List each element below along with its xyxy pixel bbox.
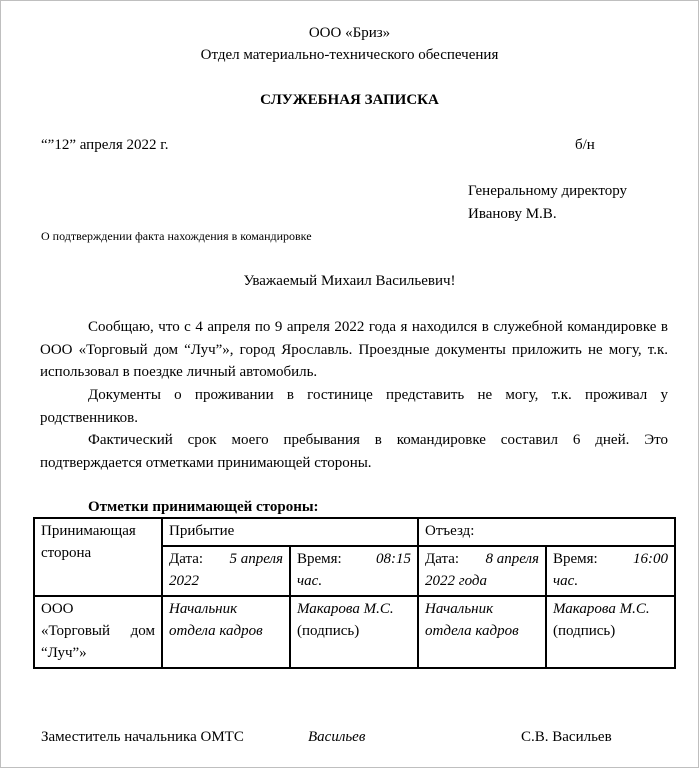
- table-row: [34, 596, 675, 668]
- greeting: Уважаемый Михаил Васильевич!: [243, 273, 456, 289]
- organization-name: ООО «Бриз»: [308, 25, 391, 41]
- departure-time-cell: [546, 546, 675, 596]
- document-date: “”12” апреля 2022 г.: [41, 137, 169, 153]
- addressee-title: Генеральному директору: [468, 183, 628, 199]
- departure-signer-name: Макарова М.С.: [553, 601, 650, 617]
- host-party-header: Принимающая сторона: [34, 518, 162, 596]
- arrival-time-unit: час.: [297, 573, 323, 589]
- signer-signature: Васильев: [308, 729, 366, 745]
- arrival-sign-note: (подпись): [297, 623, 360, 639]
- departure-time-value: 16:00: [633, 551, 669, 567]
- host-party-line-2a: «Торговый: [41, 623, 111, 639]
- addressee-name: Иванову М.В.: [468, 206, 557, 222]
- arrival-signer-position: Начальник отдела кадров: [162, 596, 290, 668]
- departure-time-label: Время:: [553, 551, 598, 567]
- departure-date-year: 2022 года: [425, 573, 487, 589]
- host-party-line-2b: дом: [130, 623, 155, 639]
- marks-heading: Отметки принимающей стороны:: [88, 499, 319, 515]
- departure-date-value: 8 апреля: [485, 551, 539, 567]
- departure-date-cell: [418, 546, 546, 596]
- arrival-date-year: 2022: [169, 573, 199, 589]
- document-subject: О подтверждении факта нахождения в командировке: [41, 229, 312, 243]
- arrival-time-value: 08:15: [376, 551, 411, 567]
- body-paragraph-3: Фактический срок моего пребывания в командировке составил 6 дней. Это подтверждается отметками принимающей стороны.: [40, 432, 668, 471]
- departure-date-label: Дата:: [425, 551, 460, 567]
- arrival-signature-cell: [290, 596, 418, 668]
- host-party-line-3: “Луч”»: [41, 645, 87, 661]
- arrival-signer-name: Макарова М.С.: [297, 601, 394, 617]
- departure-signature-cell: [546, 596, 675, 668]
- signer-name: С.В. Васильев: [521, 729, 612, 745]
- arrival-header: Прибытие: [162, 518, 418, 546]
- table-row: [34, 518, 675, 546]
- arrival-time-label: Время:: [297, 551, 342, 567]
- arrival-date-cell: [162, 546, 290, 596]
- host-party-line-1: ООО: [41, 601, 74, 617]
- host-marks-table: [33, 517, 676, 669]
- arrival-date-value: 5 апреля: [229, 551, 283, 567]
- arrival-date-label: Дата:: [169, 551, 204, 567]
- body-paragraph-1: Сообщаю, что с 4 апреля по 9 апреля 2022 года я находился в служебной командировке в ООО «Торговый дом “Луч”», город Ярославль. Проездные документы приложить не могу, т.к. использовал в поездке личный автомобиль.: [40, 319, 668, 380]
- departure-time-unit: час.: [553, 573, 579, 589]
- department-name: Отдел материально-технического обеспечения: [200, 47, 499, 63]
- signer-position: Заместитель начальника ОМТС: [41, 729, 244, 745]
- document-number: б/н: [575, 137, 595, 153]
- host-party-cell: [34, 596, 162, 668]
- departure-header: Отъезд:: [418, 518, 675, 546]
- departure-signer-position: Начальник отдела кадров: [418, 596, 546, 668]
- document-title: СЛУЖЕБНАЯ ЗАПИСКА: [260, 92, 439, 108]
- arrival-time-cell: [290, 546, 418, 596]
- departure-sign-note: (подпись): [553, 623, 616, 639]
- body-paragraph-2: Документы о проживании в гостинице представить не могу, т.к. проживал у родственников.: [40, 387, 668, 426]
